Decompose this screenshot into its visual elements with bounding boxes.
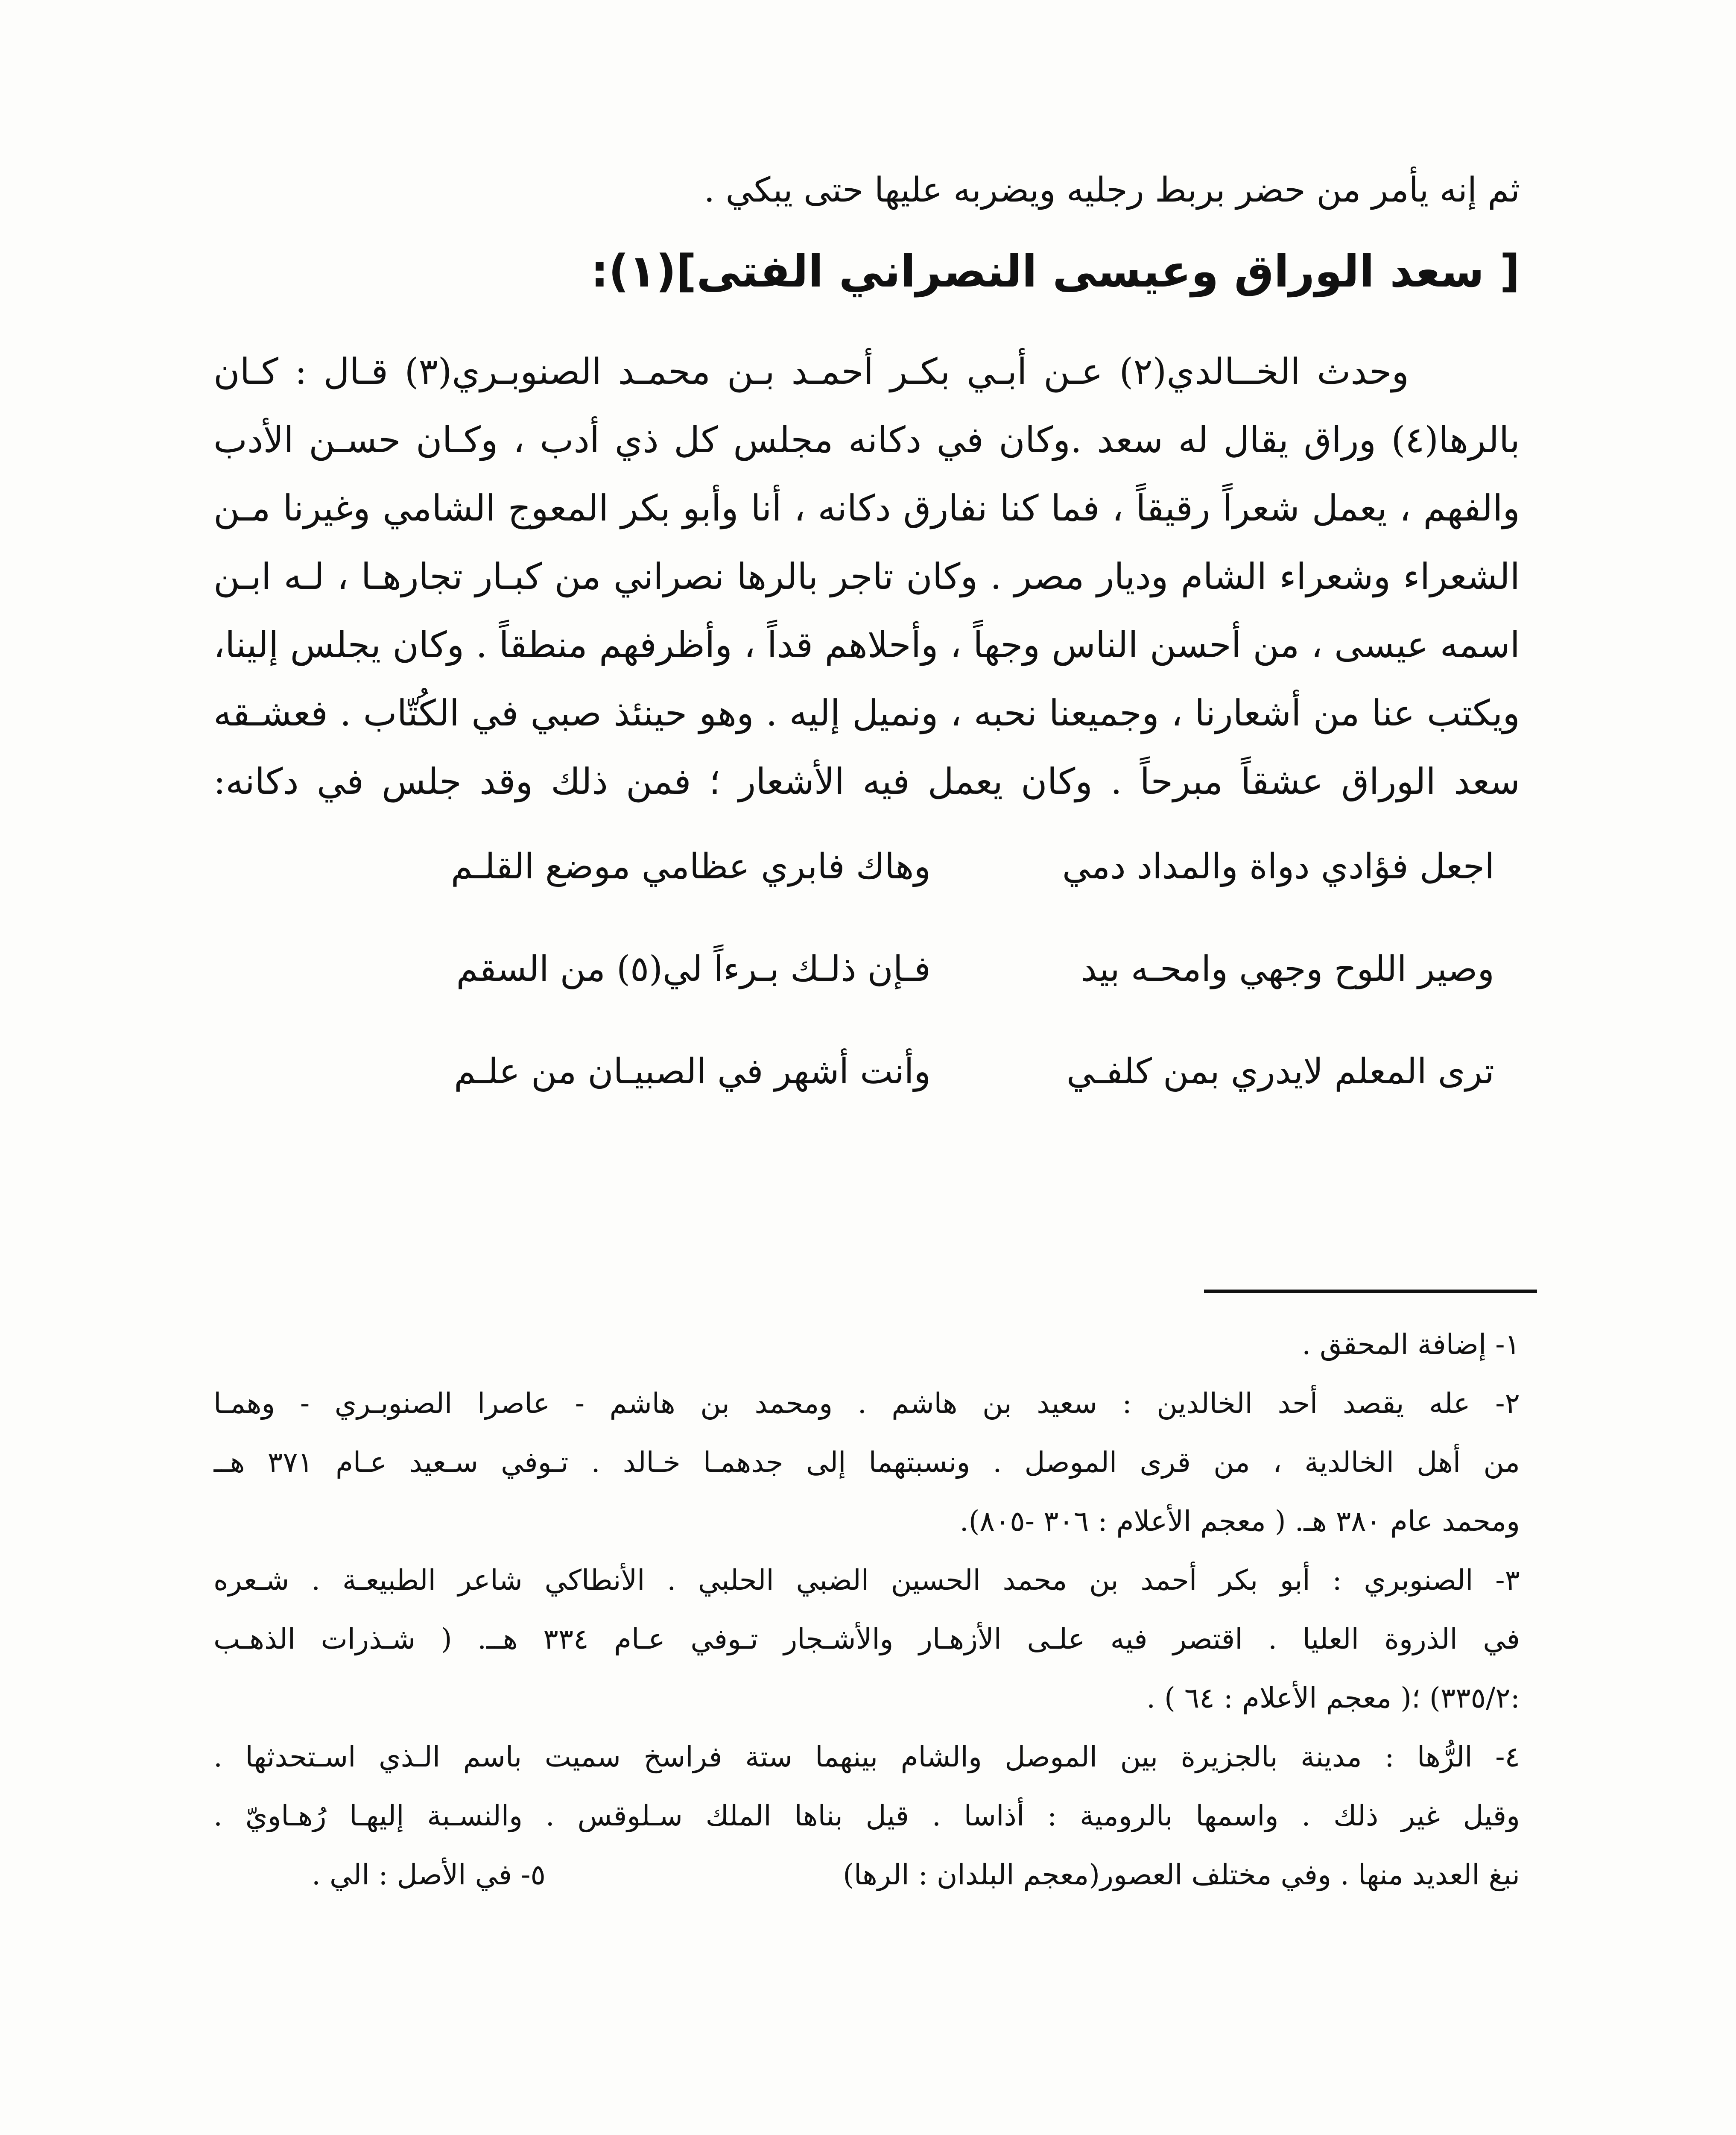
opening-line: ثم إنه يأمر من حضر بربط رجليه ويضربه عليها حتى يبكي .	[704, 170, 1520, 210]
paragraph-line-3: والفهم ، يعمل شعراً رقيقاً ، فما كنا نفارق دكانه ، أنا وأبو بكر المعوج الشامي وغيرنا مـن	[213, 487, 1520, 529]
poem-verse-1	[213, 816, 1520, 918]
paragraph-line-4: الشعراء وشعراء الشام وديار مصر . وكان تاجر بالرها نصراني من كبـار تجارهـا ، لـه ابـن	[213, 556, 1520, 597]
main-text	[213, 162, 1520, 1123]
footnote-3-line-3: :٣٣٥/٢) ؛( معجم الأعلام : ٦٤ ) .	[1146, 1682, 1520, 1714]
footnote-3-line-2: في الذروة العليا . اقتصر فيه علـى الأزهـار والأشـجار تـوفي عـام ٣٣٤ هــ. ( شـذرات الذهـب	[213, 1623, 1520, 1655]
poem-verse-3	[213, 1021, 1520, 1123]
footnote-2-line-2: من أهل الخالدية ، من قرى الموصل . ونسبتهما إلى جدهمـا خـالد . تـوفي سـعيد عـام ٣٧١ هــ	[213, 1446, 1520, 1479]
poem-verse-3-first-hemistich: ترى المعلم لايدري بمن كلفـي	[1066, 1051, 1494, 1092]
poem-verse-3-second-hemistich: وأنت أشهر في الصبيـان من علـم	[454, 1051, 931, 1092]
footnotes	[213, 1315, 1520, 1904]
poem-verse-2-second-hemistich: فـإن ذلـك بـرءاً لي(٥) من السقم	[456, 949, 931, 989]
footnote-2-line-3: ومحمد عام ٣٨٠ هـ. ( معجم الأعلام : ٣٠٦ -٨٠٥).	[959, 1505, 1520, 1538]
poem-verse-1-second-hemistich: وهاك فابري عظامي موضع القلـم	[450, 846, 931, 887]
poem-verse-2	[213, 918, 1520, 1021]
footnote-4-5-line	[213, 1845, 1520, 1904]
paragraph-line-2: بالرها(٤) وراق يقال له سعد .وكان في دكانه مجلس كل ذي أدب ، وكـان حسـن الأدب	[213, 419, 1520, 461]
paragraph-line-1: وحدث الخــالدي(٢) عـن أبـي بكـر أحمـد بـن محمـد الصنوبـري(٣) قـال : كـان	[213, 351, 1409, 392]
section-heading: [ سعد الوراق وعيسى النصراني الفتى](١):	[590, 245, 1520, 297]
footnote-2-line-1: ٢- عله يقصد أحد الخالدين : سعيد بن هاشم . ومحمد بن هاشم - عاصرا الصنوبـري - وهمـا	[213, 1387, 1520, 1420]
footnote-3-line-1: ٣- الصنوبري : أبو بكر أحمد بن محمد الحسين الضبي الحلبي . الأنطاكي شاعر الطبيعـة . شـعره	[213, 1564, 1520, 1597]
footnote-separator	[1204, 1290, 1537, 1293]
paragraph-line-6: ويكتب عنا من أشعارنا ، وجميعنا نحبه ، ونميل إليه . وهو حينئذ صبي في الكُتّاب . فعشـقه	[213, 692, 1520, 734]
footnote-4-line-2: وقيل غير ذلك . واسمها بالرومية : أذاسا . قيل بناها الملك سـلوقس . والنسـبة إليهـا رُهـاويّ .	[213, 1799, 1520, 1832]
footnote-4-line-1: ٤- الرُّها : مدينة بالجزيرة بين الموصل والشام بينهما ستة فراسخ سميت باسم الـذي اسـتحدثها .	[213, 1740, 1520, 1773]
poem-verse-2-first-hemistich: وصير اللوح وجهي وامحـه بيد	[1081, 949, 1494, 989]
poem-verse-1-first-hemistich: اجعل فؤادي دواة والمداد دمي	[1062, 846, 1494, 887]
footnote-1: ١- إضافة المحقق .	[1302, 1328, 1520, 1361]
paragraph-line-7: سعد الوراق عشقاً مبرحاً . وكان يعمل فيه الأشعار ؛ فمن ذلك وقد جلس في دكانه:	[213, 760, 1520, 802]
footnote-5: ٥- في الأصل : الي .	[312, 1858, 546, 1891]
footnote-4-line-3: نبغ العديد منها . وفي مختلف العصور(معجم البلدان : الرها)	[843, 1858, 1520, 1891]
paragraph-line-5: اسمه عيسى ، من أحسن الناس وجهاً ، وأحلاهم قداً ، وأظرفهم منطقاً . وكان يجلس إلينا،	[213, 624, 1520, 666]
